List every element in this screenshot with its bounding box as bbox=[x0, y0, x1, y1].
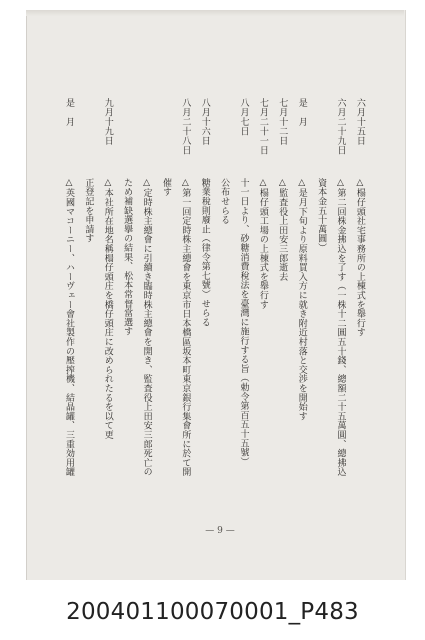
chronology-entry bbox=[275, 98, 288, 518]
entry-text: 催す bbox=[160, 178, 171, 197]
chronology-entry bbox=[217, 98, 230, 518]
entry-text: △第二回株金拂込を了す（一株十二圓五十錢、總額二十五萬圓、總拂込 bbox=[335, 178, 346, 477]
entry-date: 是 月 bbox=[296, 98, 307, 127]
entry-date: 七月二十一日 bbox=[257, 98, 268, 155]
entry-text: △監査役上田安三郎逝去 bbox=[277, 178, 288, 282]
entry-date: 是 月 bbox=[64, 98, 74, 127]
chronology-entry bbox=[140, 98, 153, 518]
entry-date: 八月二十八日 bbox=[180, 98, 191, 155]
entry-date bbox=[159, 98, 172, 156]
chronology-entry bbox=[198, 98, 211, 518]
chronology-entry bbox=[333, 98, 346, 518]
entry-date bbox=[81, 98, 94, 156]
chronology-entry bbox=[120, 98, 133, 518]
entry-text: 正登記を申請す bbox=[83, 178, 94, 244]
entry-date: 六月十五日 bbox=[354, 98, 365, 146]
chronology-entry bbox=[256, 98, 269, 518]
entry-text: △定時株主總會に引續き臨時株主總會を開き、監査役上田安三郎死亡の bbox=[141, 178, 152, 477]
entry-text: ため補缺選擧の結果、松本常督當選す bbox=[122, 178, 133, 337]
entry-date: 六月二十九日 bbox=[335, 98, 346, 155]
chronology-entry bbox=[314, 98, 327, 518]
image-caption: 200401100070001_P483 bbox=[66, 599, 359, 625]
entry-date: 八月十六日 bbox=[199, 98, 210, 146]
chronology-entry bbox=[62, 98, 75, 518]
entry-text: 資本金五十萬圓） bbox=[316, 178, 327, 253]
entry-date bbox=[217, 98, 230, 156]
entry-date bbox=[120, 98, 133, 156]
chronology-text bbox=[62, 98, 366, 518]
entry-text: △本社所在地名稱榻仔頭庄を橋仔頭庄に改められたるを以て更 bbox=[102, 178, 113, 440]
entry-date bbox=[314, 98, 327, 156]
entry-text: 糖業稅則廢止（律令第七號）せらる bbox=[199, 178, 210, 327]
chronology-entry bbox=[81, 98, 94, 518]
entry-text: △英國マコーニー、ハーヴェー會社製作の壓搾機、結晶罐、三重効用罐 bbox=[64, 178, 74, 477]
entry-date: 九月十九日 bbox=[102, 98, 113, 146]
entry-date bbox=[140, 98, 153, 156]
entry-text: △第一回定時株主總會を東京市日本橋區坂本町東京銀行集會所に於て開 bbox=[180, 178, 191, 477]
entry-text: 公布せらる bbox=[219, 178, 230, 225]
chronology-entry bbox=[295, 98, 308, 518]
entry-text: 十一日より、砂糖消費稅法を臺灣に施行する旨（勅令第百五十五號） bbox=[238, 178, 249, 467]
page-top-edge bbox=[26, 10, 404, 16]
chronology-entry bbox=[178, 98, 191, 518]
chronology-entry bbox=[159, 98, 172, 518]
entry-text: △榻仔頭工場の上棟式を舉行す bbox=[257, 178, 268, 310]
entry-date: 七月十二日 bbox=[277, 98, 288, 146]
entry-text: △榻仔頭社宅事務所の上棟式を舉行す bbox=[354, 178, 365, 338]
entry-date: 八月七日 bbox=[238, 98, 249, 136]
chronology-entry bbox=[101, 98, 114, 518]
entry-text: △是月下旬より原料買入方に就き附近村落と交渉を開始す bbox=[296, 178, 307, 421]
chronology-entry bbox=[237, 98, 250, 518]
chronology-entry bbox=[353, 98, 366, 518]
page-number: — 9 — bbox=[205, 526, 235, 536]
